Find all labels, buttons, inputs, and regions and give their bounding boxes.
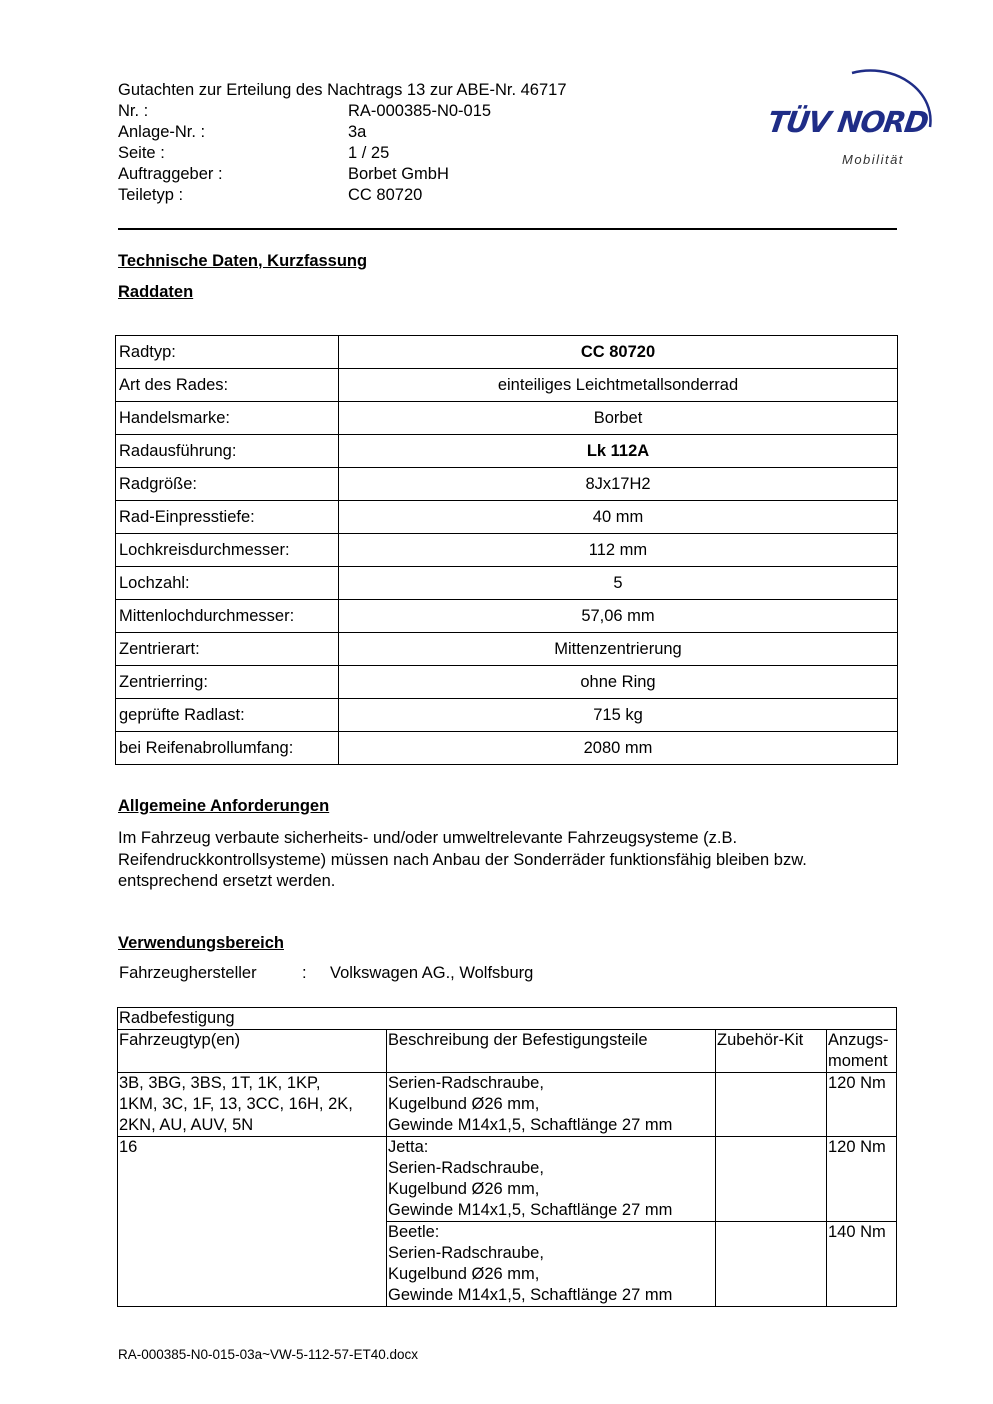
cell-line: Serien-Radschraube, [388, 1159, 544, 1177]
header-value: 1 / 25 [348, 144, 390, 162]
cell-line: Kugelbund Ø26 mm, [388, 1180, 540, 1198]
fastening-description-cell [387, 1137, 716, 1222]
table-key: Handelsmarke: [116, 402, 339, 435]
cell-line: 16 [119, 1138, 138, 1156]
table-key: Lochkreisdurchmesser: [116, 534, 339, 567]
header-value: 3a [348, 123, 367, 141]
cell-line: Kugelbund Ø26 mm, [388, 1265, 540, 1283]
table-row [118, 1137, 897, 1222]
vehicle-types-cell [118, 1137, 387, 1307]
table-row [116, 501, 898, 534]
header-value: CC 80720 [348, 186, 423, 204]
logo-subtitle: Mobilität [842, 152, 904, 167]
table-value: 715 kg [339, 699, 898, 732]
fastening-description-cell [387, 1073, 716, 1137]
table-value: Lk 112A [339, 435, 898, 468]
section-heading-technical: Technische Daten, Kurzfassung [118, 252, 368, 270]
table-row [116, 732, 898, 765]
table-title: Radbefestigung [118, 1008, 897, 1030]
fastening-description-cell [387, 1222, 716, 1307]
tuv-nord-logo [760, 55, 950, 175]
document-title: Gutachten zur Erteilung des Nachtrags 13 zur ABE-Nr. 46717 [118, 81, 567, 99]
section-heading-wheel-data: Raddaten [118, 283, 194, 301]
cell-line: Serien-Radschraube, [388, 1074, 544, 1092]
table-value: 2080 mm [339, 732, 898, 765]
table-row [116, 336, 898, 369]
table-value: ohne Ring [339, 666, 898, 699]
logo-brand: TÜV NORD [765, 105, 930, 139]
footer-filename: RA-000385-N0-015-03a~VW-5-112-57-ET40.docx [118, 1347, 419, 1362]
table-key: Art des Rades: [116, 369, 339, 402]
cell-line: 3B, 3BG, 3BS, 1T, 1K, 1KP, [119, 1074, 321, 1092]
cell-line: Gewinde M14x1,5, Schaftlänge 27 mm [388, 1116, 673, 1134]
document-header [118, 80, 567, 206]
table-key: Zentrierring: [116, 666, 339, 699]
header-row-anlage [118, 122, 567, 143]
header-key: Nr. : [118, 102, 149, 120]
text-line: Reifendruckkontrollsysteme) müssen nach Anbau der Sonderräder funktionsfähig bleiben bzw. [118, 850, 807, 869]
column-header-type: Fahrzeugtyp(en) [118, 1030, 387, 1073]
table-value: 112 mm [339, 534, 898, 567]
torque-cell: 120 Nm [827, 1137, 897, 1222]
table-key: Rad-Einpresstiefe: [116, 501, 339, 534]
wheel-fastening-table [117, 1007, 897, 1307]
cell-line: 1KM, 3C, 1F, 13, 3CC, 16H, 2K, [119, 1095, 353, 1113]
text-line: entsprechend ersetzt werden. [118, 872, 336, 890]
table-row [116, 699, 898, 732]
table-key: Lochzahl: [116, 567, 339, 600]
header-row-auftraggeber [118, 164, 567, 185]
cell-line: Kugelbund Ø26 mm, [388, 1095, 540, 1113]
table-row [116, 567, 898, 600]
table-key: Zentrierart: [116, 633, 339, 666]
header-key: Teiletyp : [118, 186, 184, 204]
header-line: Anzugs- [828, 1031, 889, 1049]
table-value: Mittenzentrierung [339, 633, 898, 666]
vehicle-types-cell [118, 1073, 387, 1137]
accessory-kit-cell [716, 1222, 827, 1307]
accessory-kit-cell [716, 1137, 827, 1222]
table-value: CC 80720 [339, 336, 898, 369]
table-row [116, 534, 898, 567]
header-value: Borbet GmbH [348, 165, 449, 183]
manufacturer-separator: : [302, 964, 307, 982]
table-row [116, 369, 898, 402]
manufacturer-value: Volkswagen AG., Wolfsburg [330, 964, 534, 982]
table-title-row [118, 1008, 897, 1030]
header-line: moment [828, 1052, 888, 1070]
table-key: Radtyp: [116, 336, 339, 369]
table-key: Radgröße: [116, 468, 339, 501]
table-row [116, 402, 898, 435]
table-row [116, 633, 898, 666]
header-row-teiletyp [118, 185, 567, 206]
column-header-kit: Zubehör-Kit [716, 1030, 827, 1073]
torque-cell: 120 Nm [827, 1073, 897, 1137]
table-row [116, 666, 898, 699]
table-row [116, 468, 898, 501]
cell-line: 2KN, AU, AUV, 5N [119, 1116, 254, 1134]
cell-line: Gewinde M14x1,5, Schaftlänge 27 mm [388, 1286, 673, 1304]
table-value: 8Jx17H2 [339, 468, 898, 501]
table-key: Radausführung: [116, 435, 339, 468]
table-header-row [118, 1030, 897, 1073]
table-value: einteiliges Leichtmetallsonderrad [339, 369, 898, 402]
cell-line: Serien-Radschraube, [388, 1244, 544, 1262]
cell-line: Jetta: [388, 1138, 429, 1156]
header-value: RA-000385-N0-015 [348, 102, 492, 120]
table-value: 40 mm [339, 501, 898, 534]
header-divider [118, 228, 897, 230]
section-heading-general: Allgemeine Anforderungen [118, 797, 330, 815]
text-line: Im Fahrzeug verbaute sicherheits- und/oder umweltrelevante Fahrzeugsysteme (z.B. [118, 829, 738, 847]
column-header-description: Beschreibung der Befestigungsteile [387, 1030, 716, 1073]
torque-cell: 140 Nm [827, 1222, 897, 1307]
general-requirements-text [118, 828, 908, 893]
header-key: Seite : [118, 144, 165, 162]
manufacturer-label: Fahrzeughersteller [119, 964, 257, 982]
section-heading-usage: Verwendungsbereich [118, 934, 284, 952]
header-key: Auftraggeber : [118, 165, 223, 183]
table-value: 57,06 mm [339, 600, 898, 633]
header-key: Anlage-Nr. : [118, 123, 206, 141]
accessory-kit-cell [716, 1073, 827, 1137]
header-row-nr [118, 101, 567, 122]
table-key: Mittenlochdurchmesser: [116, 600, 339, 633]
cell-line: Gewinde M14x1,5, Schaftlänge 27 mm [388, 1201, 673, 1219]
table-value: Borbet [339, 402, 898, 435]
table-row [116, 435, 898, 468]
column-header-torque [827, 1030, 897, 1073]
table-key: bei Reifenabrollumfang: [116, 732, 339, 765]
manufacturer-line [119, 964, 533, 983]
header-row-seite [118, 143, 567, 164]
table-row [116, 600, 898, 633]
table-key: geprüfte Radlast: [116, 699, 339, 732]
table-row [118, 1073, 897, 1137]
wheel-data-table [115, 335, 898, 765]
cell-line: Beetle: [388, 1223, 440, 1241]
table-value: 5 [339, 567, 898, 600]
